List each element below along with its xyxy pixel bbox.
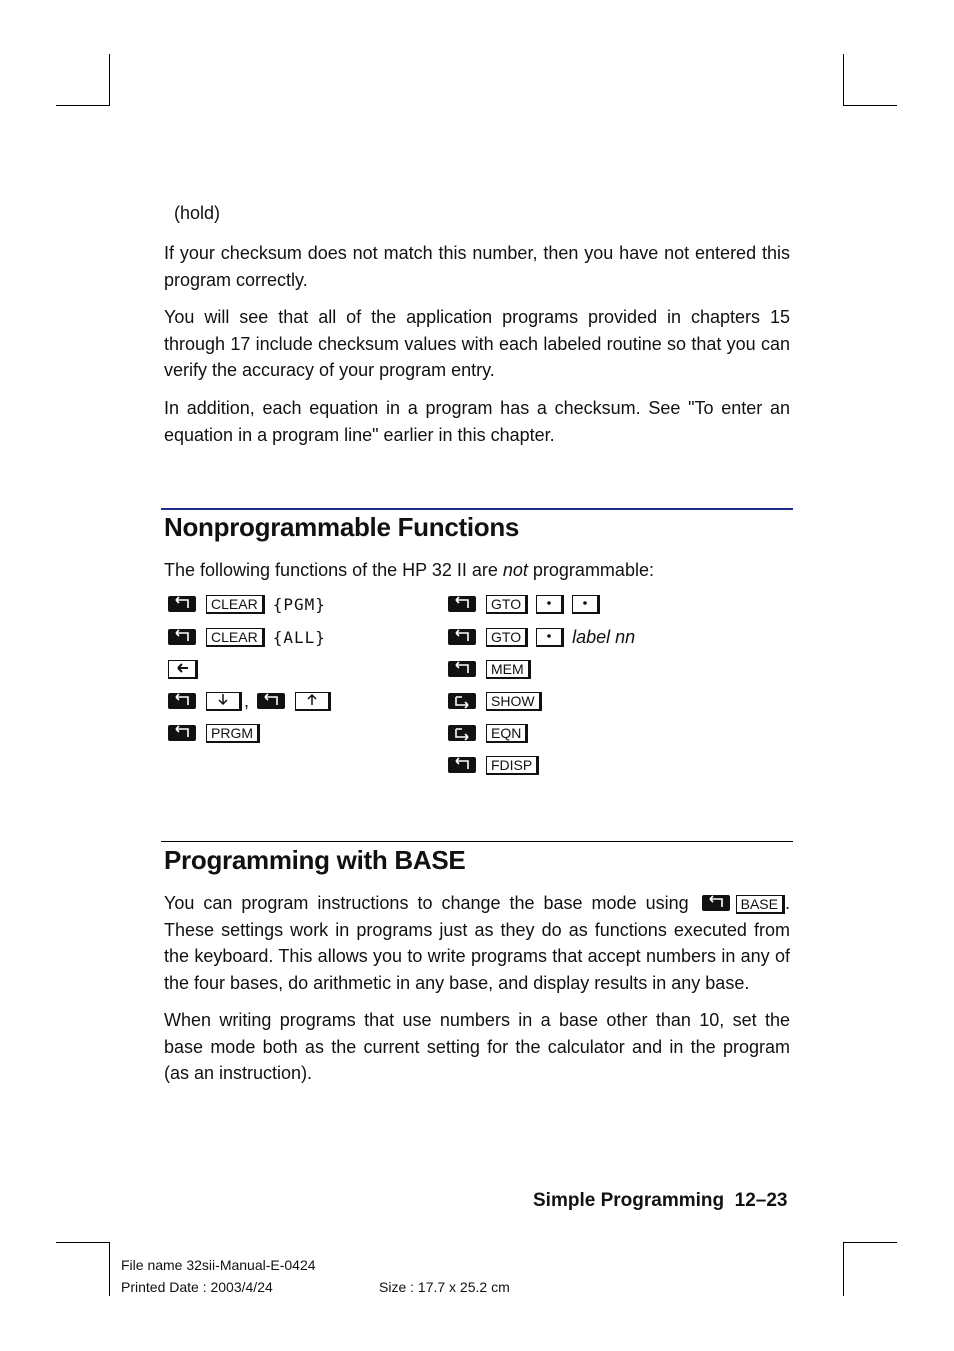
key-sequence-scroll [168, 690, 339, 712]
backspace-key-icon [168, 660, 198, 679]
prgm-key: PRGM [206, 724, 260, 743]
key-sequence-backspace [168, 658, 206, 680]
gto-key: GTO [486, 595, 528, 614]
printed-date: Printed Date : 2003/4/24 [121, 1279, 273, 1295]
nonprogrammable-intro [164, 557, 654, 584]
decimal-point-key-icon [536, 628, 564, 647]
crop-mark-bottom-right-h [843, 1242, 897, 1243]
key-sequence-mem [448, 658, 539, 680]
intro-text-after: programmable: [527, 560, 654, 580]
show-key: SHOW [486, 692, 542, 711]
left-shift-key-icon [168, 693, 196, 709]
paragraph-equation-checksum: In addition, each equation in a program has a checksum. See "To enter an equation in a program line" earlier in this chapter. [164, 398, 790, 445]
clear-key: CLEAR [206, 628, 265, 647]
file-name: File name 32sii-Manual-E-0424 [121, 1257, 316, 1273]
crop-mark-bottom-right-v [843, 1242, 844, 1296]
paragraph-base-mode [164, 890, 790, 996]
hold-note: (hold) [174, 203, 221, 223]
key-sequence-gto-label [448, 626, 635, 648]
left-shift-key-icon [448, 596, 476, 612]
crop-mark-bottom-left-v [109, 1242, 110, 1296]
crop-mark-top-left-h [56, 105, 109, 106]
label-nn: label nn [572, 626, 636, 647]
up-arrow-key-icon [295, 692, 331, 711]
intro-text-before: The following functions of the HP 32 II are [164, 560, 503, 580]
left-shift-key-icon [257, 693, 285, 709]
left-shift-key-icon [448, 629, 476, 645]
decimal-point-key-icon [536, 595, 564, 614]
paragraph-checksum-mismatch: If your checksum does not match this number, then you have not entered this program correctly. [164, 243, 790, 290]
page-footer-title: Simple Programming 12–23 [533, 1190, 788, 1211]
base-key: BASE [736, 895, 785, 914]
all-menu-item: {ALL} [272, 627, 326, 647]
key-sequence-prgm [168, 722, 268, 744]
down-arrow-key-icon [206, 692, 242, 711]
right-shift-key-icon [448, 725, 476, 741]
base-text-before: You can program instructions to change the base mode using [164, 893, 689, 913]
clear-key: CLEAR [206, 595, 265, 614]
key-sequence-fdisp [448, 754, 547, 776]
key-separator: , [244, 690, 250, 711]
heading-programming-with-base: Programming with BASE [164, 845, 466, 875]
pgm-menu-item: {PGM} [272, 594, 326, 614]
key-sequence-clear-all [168, 626, 326, 648]
section-rule-base [161, 841, 793, 842]
paragraph-base-other-than-10: When writing programs that use numbers in a base other than 10, set the base mode both as the current setting for the calculator and in the program (as an instruction). [164, 1010, 790, 1083]
base-text-rest: . These settings work in programs just as they do as functions executed from the keyboard. This allows you to write programs that accept numbers in any of the four bases, do arithmetic in any base, and display results in any base. [164, 893, 790, 993]
key-sequence-clear-pgm [168, 593, 326, 615]
right-shift-key-icon [448, 693, 476, 709]
decimal-point-key-icon [572, 595, 600, 614]
fdisp-key: FDISP [486, 756, 539, 775]
section-rule-nonprogrammable [161, 508, 793, 510]
left-shift-key-icon [168, 725, 196, 741]
left-shift-key-icon [448, 757, 476, 773]
left-shift-key-icon [448, 661, 476, 677]
left-shift-key-icon [168, 629, 196, 645]
key-sequence-show [448, 690, 550, 712]
left-shift-key-icon [702, 895, 730, 911]
crop-mark-bottom-left-h [56, 1242, 109, 1243]
gto-key: GTO [486, 628, 528, 647]
paragraph-application-programs: You will see that all of the application programs provided in chapters 15 through 17 include checksum values with each labeled routine so that you can verify the accuracy of your program entry. [164, 307, 790, 380]
intro-emphasis: not [502, 560, 528, 580]
crop-mark-top-left-v [109, 54, 110, 106]
page-size: Size : 17.7 x 25.2 cm [379, 1279, 510, 1295]
key-sequence-gto-dot-dot [448, 593, 608, 615]
crop-mark-top-right-v [843, 54, 844, 106]
crop-mark-top-right-h [843, 105, 897, 106]
key-sequence-eqn [448, 722, 536, 744]
mem-key: MEM [486, 660, 531, 679]
left-shift-key-icon [168, 596, 196, 612]
heading-nonprogrammable-functions: Nonprogrammable Functions [164, 512, 520, 542]
eqn-key: EQN [486, 724, 528, 743]
